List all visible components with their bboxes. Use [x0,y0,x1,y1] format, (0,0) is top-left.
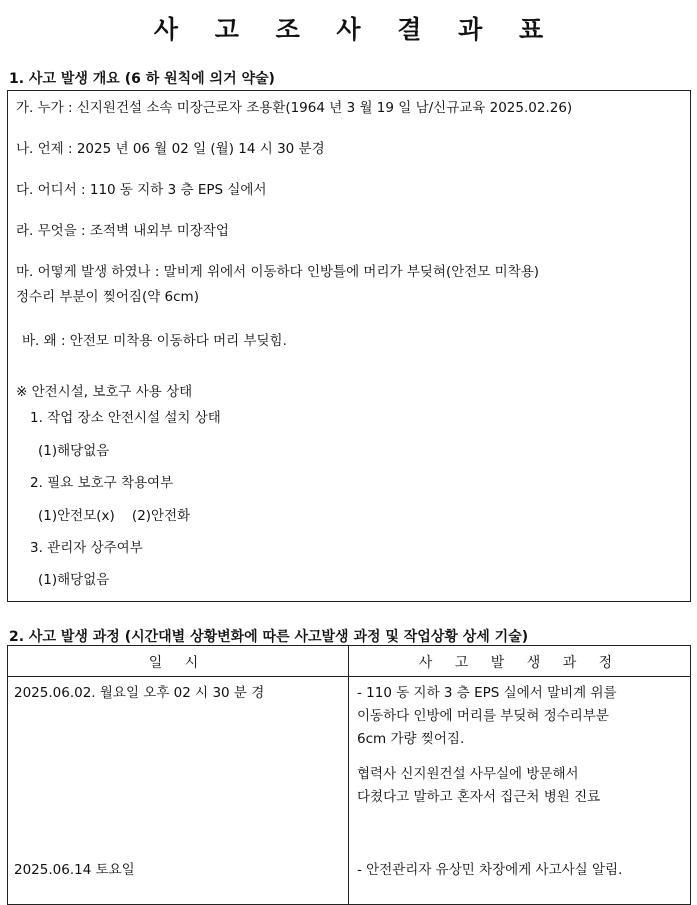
row1-date: 2025.06.02. 월요일 오후 02 시 30 분 경 [14,685,265,701]
row1-process-line: 다쳤다고 말하고 혼자서 집근처 병원 진료 [357,789,601,805]
section2-heading: 2. 사고 발생 과정 (시간대별 상황변화에 따른 사고발생 과정 및 작업상황 상세 기술) [9,629,529,645]
how-line-2: 정수리 부분이 찢어짐(약 6cm) [16,289,199,305]
row2-date: 2025.06.14 토요일 [14,862,135,878]
how-line-1: 마. 어떻게 발생 하였나 : 말비게 위에서 이동하다 인방틀에 머리가 부딪혀(안전모 미착용) [16,264,540,280]
safety-item2-title: 2. 필요 보호구 착용여부 [30,475,174,491]
safety-status-title: ※ 안전시설, 보호구 사용 상태 [16,384,193,400]
header-divider [8,676,690,677]
column-divider [348,646,349,904]
safety-item1-value: (1)해당없음 [38,443,110,459]
safety-item1-title: 1. 작업 장소 안전시설 설치 상태 [30,410,221,426]
row1-process-line: - 110 동 지하 3 층 EPS 실에서 말비계 위를 [357,685,617,701]
when-line: 나. 언제 : 2025 년 06 월 02 일 (월) 14 시 30 분경 [16,141,325,157]
column-header-process: 사 고 발 생 과 정 [418,655,622,671]
safety-item2-value: (1)안전모(x) (2)안전화 [38,508,191,524]
why-line: 바. 왜 : 안전모 미착용 이동하다 머리 부딪힘. [22,333,287,349]
document-title: 사 고 조 사 결 과 표 [153,15,558,44]
row1-process-line: 6cm 가량 찢어짐. [357,731,465,747]
who-line: 가. 누가 : 신지원건설 소속 미장근로자 조용환(1964 년 3 월 19 일 남/신규교육 2025.02.26) [16,100,573,116]
what-line: 라. 무엇을 : 조적벽 내외부 미장작업 [16,223,229,239]
safety-item3-value: (1)해당없음 [38,572,110,588]
row1-process-line: 이동하다 인방에 머리를 부딪혀 정수리부분 [357,708,609,724]
row2-process-line: - 안전관리자 유상민 차장에게 사고사실 알림. [357,862,623,878]
section1-heading: 1. 사고 발생 개요 (6 하 원칙에 의거 약술) [9,71,275,87]
row1-process-line: 협력사 신지원건설 사무실에 방문해서 [357,766,579,782]
where-line: 다. 어디서 : 110 동 지하 3 층 EPS 실에서 [16,182,267,198]
accident-summary-box [7,90,691,602]
safety-item3-title: 3. 관리자 상주여부 [30,540,143,556]
column-header-date: 일 시 [148,655,208,671]
accident-process-table [7,645,691,905]
